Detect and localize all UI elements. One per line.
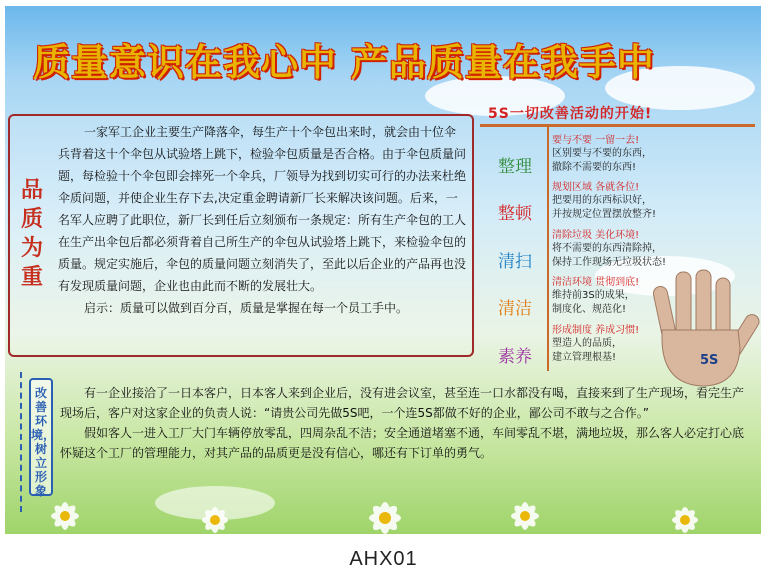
five-s-name: 整顿 — [498, 204, 532, 224]
case-border — [20, 372, 24, 512]
five-s-slogan: 要与不要 一留一去! — [552, 135, 640, 146]
flower-decoration — [5, 476, 761, 534]
poster-title: 质量意识在我心中 产品质量在我手中 — [33, 40, 655, 84]
image-caption: AHX01 — [349, 548, 418, 570]
five-s-slogan: 形成制度 养成习惯! — [552, 325, 640, 336]
five-s-desc: 区别要与不要的东西， 撤除不需要的东西! — [552, 148, 652, 173]
five-s-name: 整理 — [498, 157, 532, 177]
five-s-slogan: 清除垃圾 美化环境! — [552, 230, 640, 241]
hand-illustration — [652, 268, 764, 388]
panel-divider — [547, 124, 549, 371]
story-text — [58, 121, 466, 319]
five-s-title: 5S一切改善活动的开始! — [488, 106, 653, 122]
case-paragraph: 有一企业接洽了一日本客户，日本客人来到企业后，没有进会议室，甚至连一口水都没有喝，直接来到了生产现场，看完生产现场后，客户对这家企业的负责人说：“请贵公司先做5S吧，一个连5S都做不好的企业，鄙公司不敢与之合作。” — [60, 386, 745, 420]
five-s-name: 清洁 — [498, 299, 532, 319]
five-s-slogan: 清洁环境 贯彻到底! — [552, 277, 640, 288]
five-s-desc: 将不需要的东西清除掉， 保持工作现场无垃圾状态! — [552, 243, 667, 268]
five-s-name: 素养 — [498, 347, 532, 367]
story-paragraph: 一家军工企业主要生产降落伞，每生产十个伞包出来时，就会由十位伞兵背着这十个伞包从试验塔上跳下，检验伞包质量是否合格。由于伞包质量问题，每检验十个伞包即会摔死一个伞兵，厂领导为找到切实可行的办法来杜绝伞质问题，并使企业生存下去,决定重金聘请新厂长来解决该问题。后来，一名军人应聘了此职位，新厂长到任后立刻颁布一条规定：所有生产伞包的工人在生产出伞包后都必须背着自己所生产的伞包从试验塔上跳下，来检验伞包的质量。规定实施后，伞包的质量问题立刻消失了，至此以后企业的产品再也没有发现质量问题，企业也由此而不断的发展壮大。 — [58, 125, 467, 293]
story-insight: 启示：质量可以做到百分百，质量是掌握在每一个员工手中。 — [84, 301, 409, 315]
case-label: 改善环境，树立形象 — [29, 378, 53, 496]
case-paragraph: 假如客人一进入工厂大门车辆停放零乱，四周杂乱不洁；安全通道堵塞不通，车间零乱不堪，满地垃圾，那么客人必定打心底怀疑这个工厂的管理能力，对其产品的品质更是没有信心，哪还有下订单的勇气。 — [60, 426, 745, 460]
five-s-slogan: 规划区域 各就各位! — [552, 182, 640, 193]
five-s-desc: 维持前3S的成果， 制度化、规范化! — [552, 290, 635, 315]
case-text — [60, 383, 748, 463]
five-s-desc: 塑造人的品质， 建立管理根基! — [552, 338, 622, 363]
five-s-desc: 把要用的东西标识好， 并按规定位置摆放整齐! — [552, 195, 657, 220]
five-s-name: 清扫 — [498, 252, 532, 272]
hand-label: 5S — [700, 353, 719, 368]
panel-divider — [480, 124, 755, 127]
story-label: 品质为重 — [20, 178, 43, 290]
